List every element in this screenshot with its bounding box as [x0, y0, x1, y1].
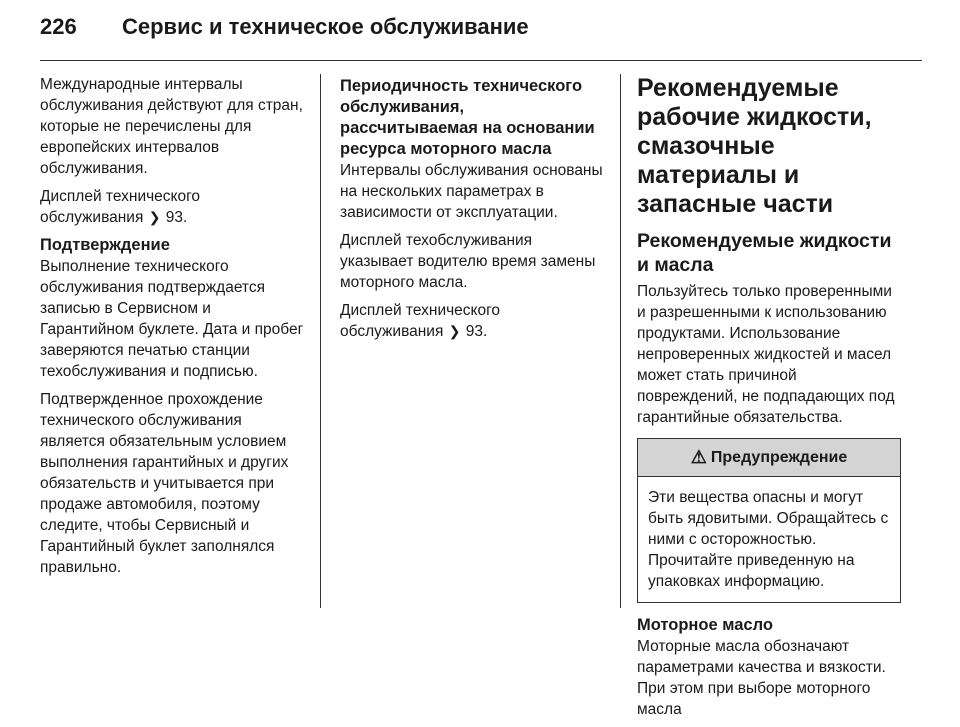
heading-confirmation: Подтверждение [40, 236, 170, 254]
warning-triangle-icon: ⚠ [690, 447, 707, 467]
paragraph-oil-change-display: Дисплей техобслуживания указывает водителю время замены моторного масла. [340, 232, 596, 291]
paragraph-confirmation: Выполнение технического обслуживания подтверждается записью в Сервисном и Гарантийном буклете. Дата и пробег заверяются печатью станции техобслуживания и подписью. [40, 258, 304, 380]
warning-header [638, 439, 900, 477]
heading-oil-life-interval: Периодичность технического обслуживания, рассчитываемая на основании ресурса моторного масла [340, 77, 595, 158]
column-divider-2 [620, 74, 621, 608]
page-number: 226 [40, 14, 77, 39]
column-2 [340, 74, 606, 349]
warning-box [637, 438, 901, 603]
paragraph-use-approved-products: Пользуйтесь только проверенными и разрешенными к использованию продуктами. Использование непроверенных жидкостей и масел может стать причиной повреждений, не подпадающих под гарантийные обязательства. [637, 283, 895, 426]
heading-engine-oil: Моторное масло [637, 616, 773, 634]
paragraph-international-intervals: Международные интервалы обслуживания действуют для стран, которые не перечислены для европейских интервалов обслуживания. [40, 76, 303, 177]
warning-title: Предупреждение [710, 449, 848, 466]
ref-page[interactable]: 93. [465, 323, 488, 340]
paragraph-service-display-ref [40, 186, 306, 228]
column-1 [40, 74, 306, 585]
paragraph-interval-basis: Интервалы обслуживания основаны на нескольких параметрах в зависимости от эксплуатации. [340, 162, 603, 221]
paragraph-engine-oil: Моторные масла обозначают параметрами качества и вязкости. При этом при выборе моторного масла [637, 638, 886, 718]
page-title: Сервис и техническое обслуживание [122, 14, 529, 39]
header-divider [40, 60, 922, 61]
page-reference-icon: ❯ [448, 323, 461, 339]
column-3 [637, 74, 901, 727]
paragraph-service-display-ref [340, 300, 606, 342]
heading-recommended-fluids-parts: Рекомендуемые рабочие жидкости, смазочные материалы и запасные части [637, 74, 872, 218]
page-reference-icon: ❯ [148, 209, 161, 225]
warning-body: Эти вещества опасны и могут быть ядовитыми. Обращайтесь с ними с осторожностью. Прочитайте приведенную на упаковках информацию. [648, 489, 889, 590]
ref-page[interactable]: 93. [165, 209, 188, 226]
ref-text: Дисплей технического обслуживания [40, 188, 201, 226]
ref-text: Дисплей технического обслуживания [340, 302, 501, 340]
paragraph-confirmed-service: Подтвержденное прохождение технического обслуживания является обязательным условием выполнения гарантийных и других обязательств и учитывается при продаже автомобиля, поэтому следите, чтобы Сервисный и Гарантийный буклет заполнялся правильно. [40, 391, 289, 576]
column-divider-1 [320, 74, 321, 608]
heading-recommended-fluids-oils: Рекомендуемые жидкости и масла [637, 230, 892, 276]
page-header [40, 14, 529, 48]
